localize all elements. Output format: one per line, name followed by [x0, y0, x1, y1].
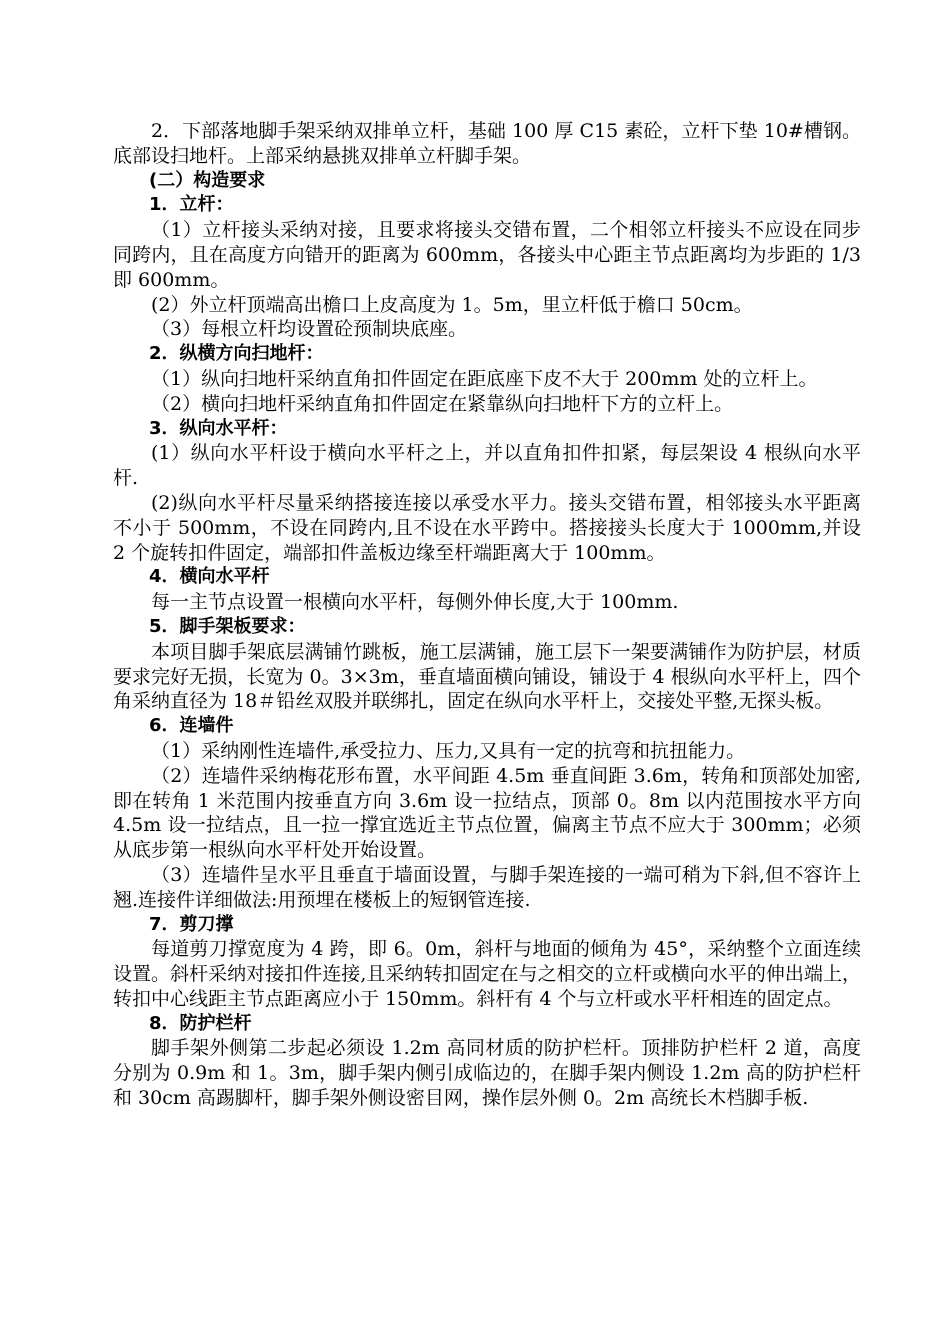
section-heading: (二）构造要求: [149, 169, 266, 191]
paragraph: 2．下部落地脚手架采纳双排单立杆，基础 100 厚 C15 素砼，立杆下垫 10#槽钢。底部设扫地杆。上部采纳悬挑双排单立杆脚手架。: [113, 120, 861, 167]
subsection-heading: 2．纵横方向扫地杆：: [149, 343, 324, 365]
paragraph: 每道剪刀撑宽度为 4 跨，即 6。0m，斜杆与地面的倾角为 45°，采纳整个立面连续设置。斜杆采纳对接扣件连接,且采纳转扣固定在与之相交的立杆或横向水平的伸出端上，转扣中心线距主节点距离应小于 150mm。斜杆有 4 个与立杆或水平杆相连的固定点。: [113, 938, 861, 1010]
subsection-heading: 5．脚手架板要求：: [149, 615, 306, 637]
paragraph: （1）纵向扫地杆采纳直角扣件固定在距底座下皮不大于 200mm 处的立杆上。: [151, 367, 818, 390]
paragraph: 本项目脚手架底层满铺竹跳板，施工层满铺，施工层下一架要满铺作为防护层，材质要求完好无损，长宽为 0。3×3m，垂直墙面横向铺设，铺设于 4 根纵向水平杆上，四个角采纳直径为 18＃铅丝双股并联绑扎，固定在纵向水平杆上，交接处平整,无探头板。: [113, 640, 861, 713]
paragraph: （3）连墙件呈水平且垂直于墙面设置，与脚手架连接的一端可稍为下斜,但不容许上翘.连接件详细做法:用预埋在楼板上的短钢管连接.: [113, 863, 861, 911]
subsection-heading: 6．连墙件: [149, 715, 234, 737]
subsection-heading: 7．剪刀撑: [149, 913, 234, 935]
paragraph: (2）外立杆顶端高出檐口上皮高度为 1。5m，里立杆低于檐口 50cm。: [151, 293, 753, 316]
paragraph: （3）每根立杆均设置砼预制块底座。: [151, 318, 468, 341]
paragraph: (2)纵向水平杆尽量采纳搭接连接以承受水平力。接头交错布置，相邻接头水平距离不小于 500mm，不设在同跨内,且不设在水平跨中。搭接接头长度大于 1000mm,并设 2 个旋转扣件固定，端部扣件盖板边缘至杆端距离大于 100mm。: [113, 491, 861, 564]
paragraph: 脚手架外侧第二步起必须设 1.2m 高同材质的防护栏杆。顶排防护栏杆 2 道，高度分别为 0.9m 和 1。3m，脚手架内侧引成临边的，在脚手架内侧设 1.2m 高的防护栏杆和 30cm 高踢脚杆，脚手架外侧设密目网，操作层外侧 0。2m 高统长木档脚手板.: [113, 1037, 861, 1110]
subsection-heading: 1．立杆：: [149, 194, 234, 216]
document-page: [113, 119, 861, 1111]
paragraph: （2）连墙件采纳梅花形布置，水平间距 4.5m 垂直间距 3.6m，转角和顶部处加密,即在转角 1 米范围内按垂直方向 3.6m 设一拉结点，顶部 0。8m 以内范围按水平方向 4.5m 设一拉结点，且一拉一撑宜选近主节点位置，偏离主节点不应大于 300mm；必须从底步第一根纵向水平杆处开始设置。: [113, 764, 861, 862]
paragraph: （1）立杆接头采纳对接，且要求将接头交错布置，二个相邻立杆接头不应设在同步同跨内，且在高度方向错开的距离为 600mm，各接头中心距主节点距离均为步距的 1/3 即 600mm。: [113, 219, 861, 291]
paragraph: （2）横向扫地杆采纳直角扣件固定在紧靠纵向扫地杆下方的立杆上。: [151, 392, 734, 415]
subsection-heading: 4．横向水平杆: [149, 566, 270, 588]
paragraph: （1）采纳刚性连墙件,承受拉力、压力,又具有一定的抗弯和抗扭能力。: [151, 739, 746, 762]
subsection-heading: 3．纵向水平杆：: [149, 417, 288, 439]
paragraph: (1）纵向水平杆设于横向水平杆之上，并以直角扣件扣紧，每层架设 4 根纵向水平杆.: [113, 442, 861, 490]
subsection-heading: 8．防护栏杆: [149, 1012, 252, 1034]
paragraph: 每一主节点设置一根横向水平杆，每侧外伸长度,大于 100mm.: [151, 591, 679, 614]
